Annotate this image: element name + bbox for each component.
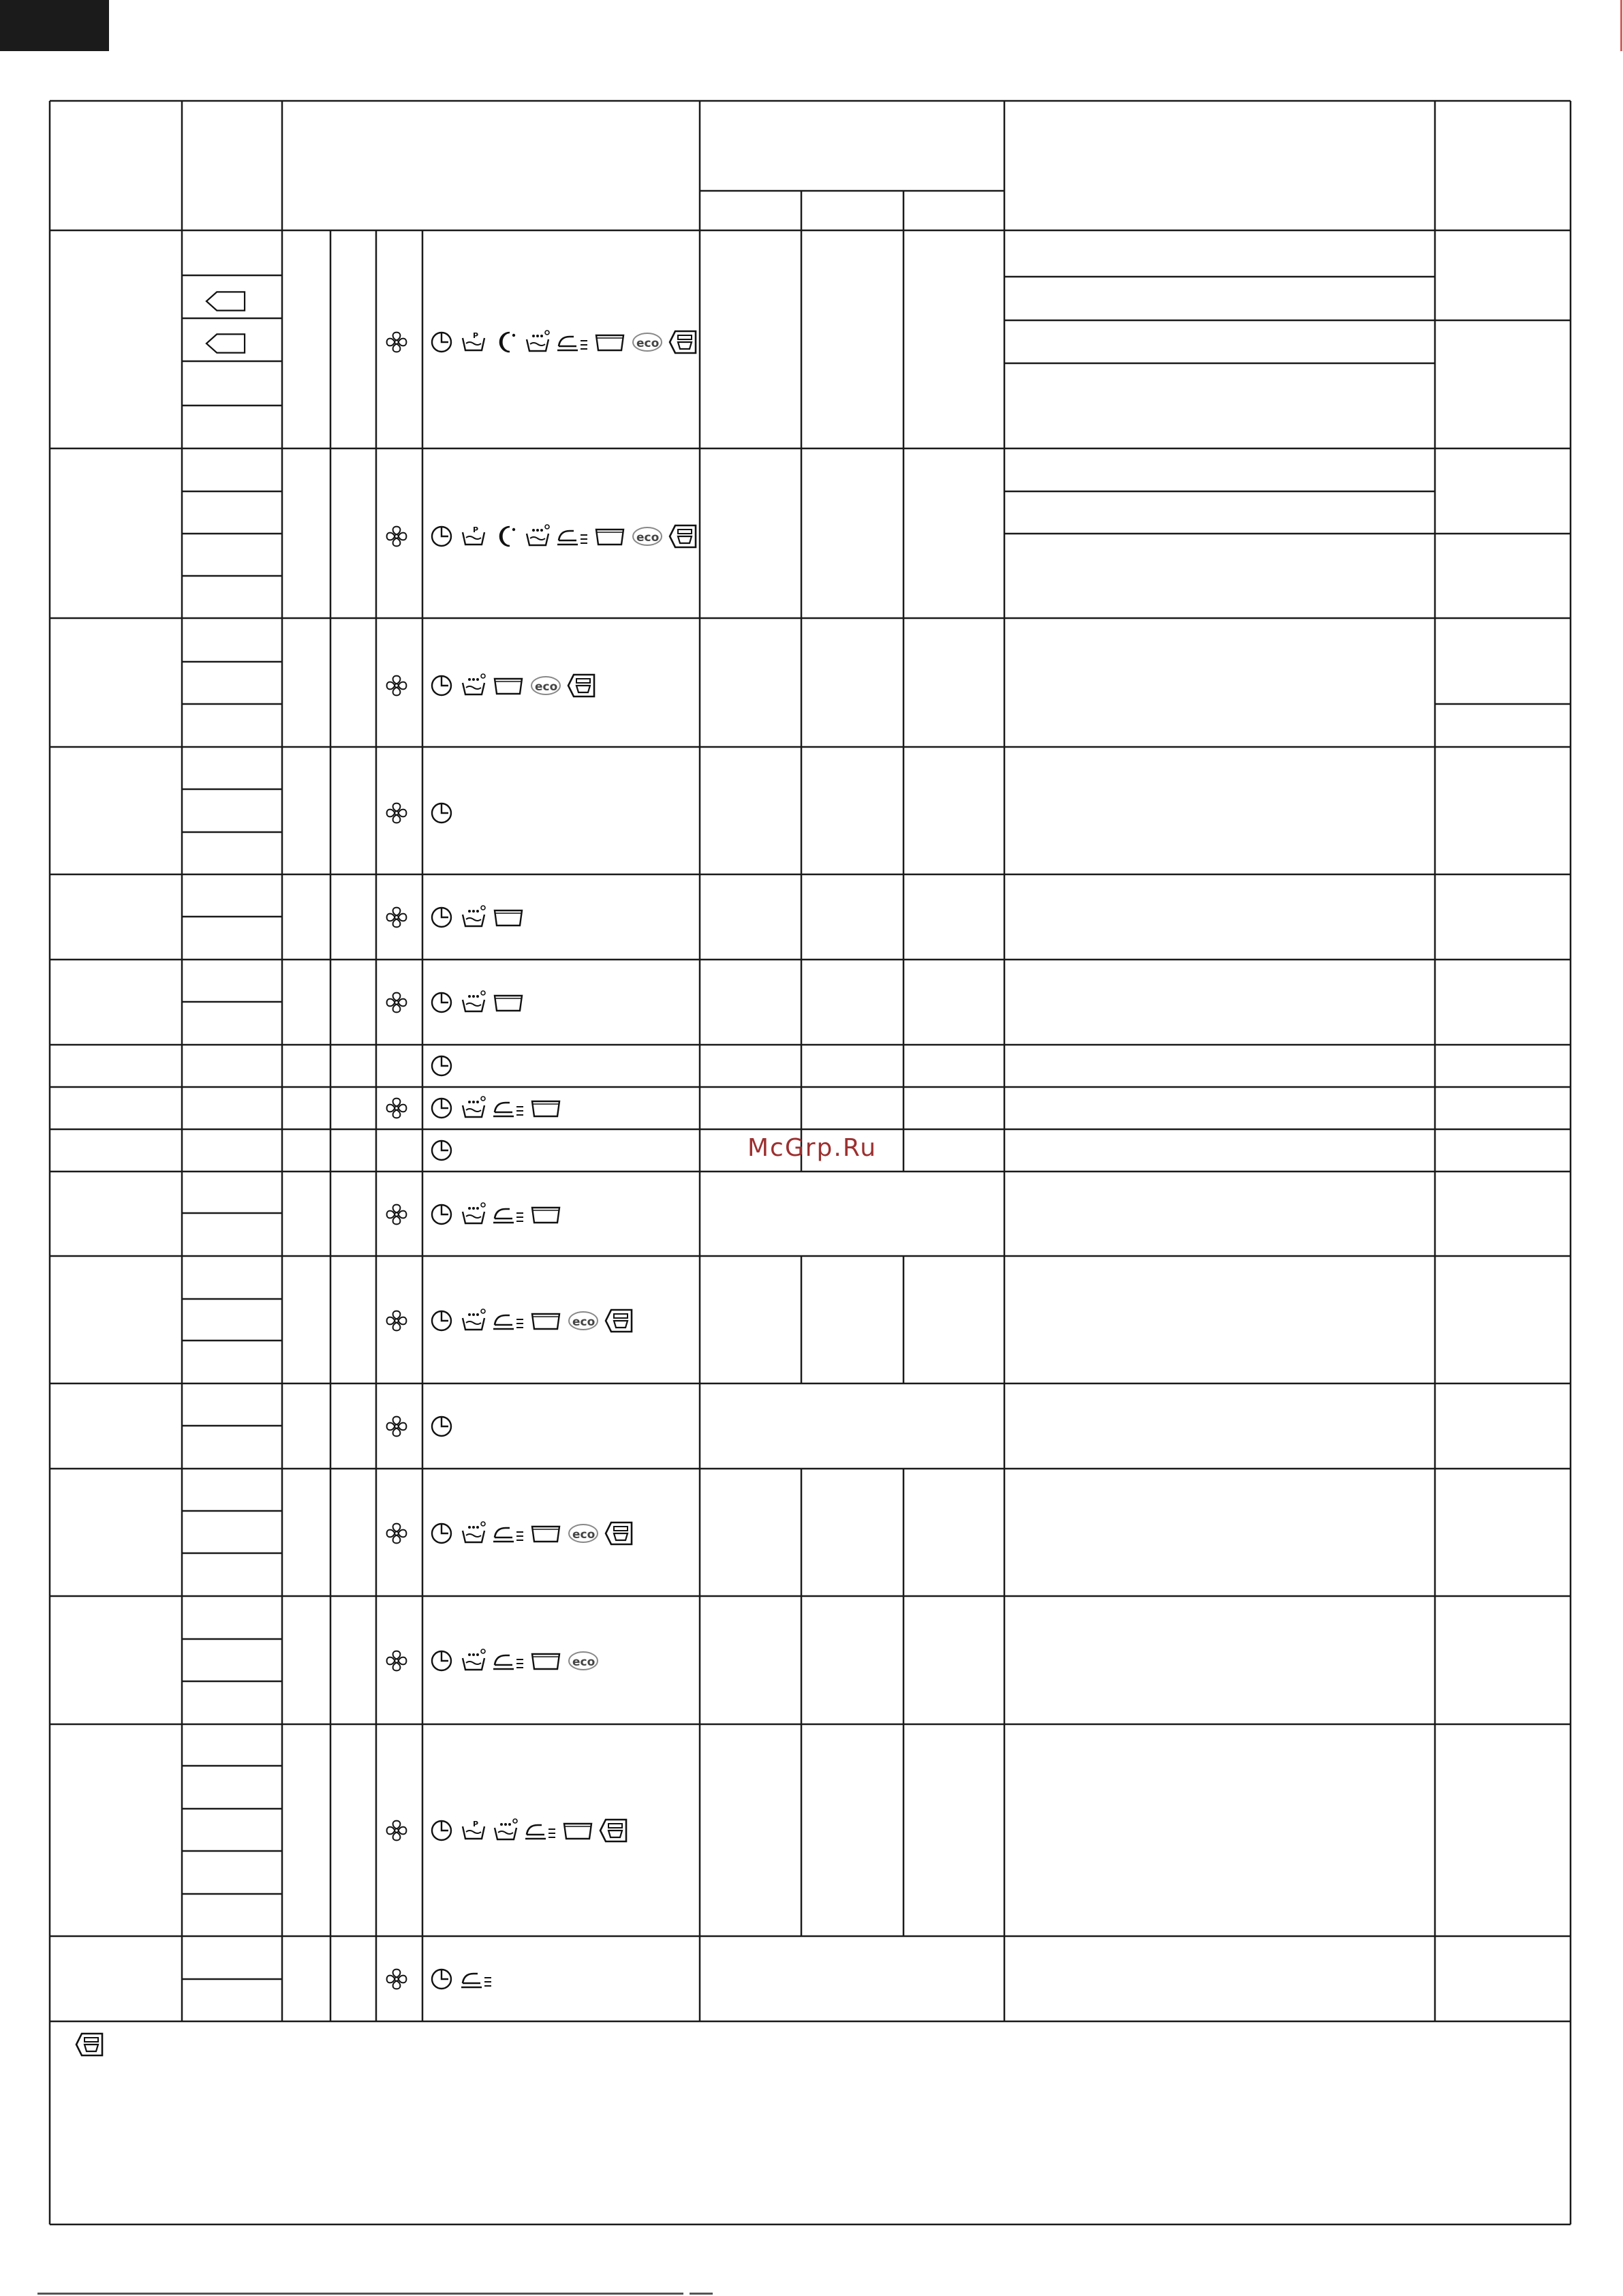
eco-icon bbox=[531, 677, 560, 694]
icons-layer bbox=[76, 292, 696, 2055]
timer-icon bbox=[432, 1141, 451, 1160]
wash-temp-icon bbox=[463, 1203, 485, 1223]
wash-temp-icon bbox=[463, 1309, 485, 1330]
fan-icon bbox=[387, 1099, 407, 1118]
wash-temp-icon bbox=[463, 674, 485, 694]
timer-icon bbox=[432, 1056, 451, 1075]
wash-temp-icon bbox=[463, 1522, 485, 1542]
wash-temp-icon bbox=[463, 1097, 485, 1117]
wash-temp-icon bbox=[527, 525, 549, 545]
wash-temp-icon bbox=[495, 1819, 517, 1839]
fan-icon bbox=[387, 676, 407, 696]
timer-icon bbox=[432, 1099, 451, 1118]
timer-icon bbox=[432, 1205, 451, 1224]
timer-icon bbox=[432, 676, 451, 695]
moon-icon bbox=[500, 333, 515, 352]
tub-icon bbox=[596, 530, 623, 545]
fan-icon bbox=[387, 1821, 407, 1841]
timer-icon bbox=[432, 908, 451, 927]
timer-icon bbox=[432, 1417, 451, 1436]
iron-icon bbox=[557, 337, 587, 350]
timer-icon bbox=[432, 1524, 451, 1543]
timer-icon bbox=[432, 993, 451, 1012]
tub-icon bbox=[532, 1527, 559, 1542]
eco-icon bbox=[569, 1652, 598, 1670]
fan-icon bbox=[387, 1970, 407, 1989]
iron-icon bbox=[525, 1825, 555, 1839]
tub-icon bbox=[564, 1824, 591, 1839]
timer-icon bbox=[432, 527, 451, 546]
anti-crease-icon bbox=[568, 675, 594, 697]
wash-temp-icon bbox=[463, 1649, 485, 1670]
wash-temp-icon bbox=[463, 991, 485, 1011]
timer-icon bbox=[432, 803, 451, 823]
tub-icon bbox=[532, 1654, 559, 1669]
fan-icon bbox=[387, 993, 407, 1013]
wash-temp-icon bbox=[527, 331, 549, 351]
timer-icon bbox=[432, 1651, 451, 1670]
iron-icon bbox=[493, 1103, 523, 1116]
footer-rule bbox=[37, 2293, 683, 2295]
fan-icon bbox=[387, 1651, 407, 1671]
tub-icon bbox=[532, 1101, 559, 1116]
wash-p-icon bbox=[463, 1820, 484, 1839]
timer-icon bbox=[432, 1311, 451, 1330]
eco-icon bbox=[633, 527, 662, 545]
tub-icon bbox=[495, 910, 522, 925]
tub-icon bbox=[532, 1314, 559, 1329]
iron-icon bbox=[493, 1209, 523, 1223]
timer-icon bbox=[432, 1821, 451, 1840]
fan-icon bbox=[387, 1205, 407, 1225]
moon-icon bbox=[500, 527, 515, 546]
timer-icon bbox=[432, 1970, 451, 1989]
fan-icon bbox=[387, 1524, 407, 1544]
tag-icon bbox=[206, 334, 245, 352]
iron-icon bbox=[493, 1528, 523, 1542]
tag-icon bbox=[206, 292, 245, 310]
table-grid-lines bbox=[50, 101, 1571, 2224]
iron-icon bbox=[557, 531, 587, 545]
anti-crease-icon bbox=[670, 331, 696, 353]
eco-icon bbox=[633, 333, 662, 351]
fan-icon bbox=[387, 1311, 407, 1331]
iron-icon bbox=[461, 1974, 491, 1987]
fan-icon bbox=[387, 803, 407, 823]
watermark-text: McGrp.Ru bbox=[747, 1134, 878, 1162]
fan-icon bbox=[387, 1417, 407, 1437]
iron-icon bbox=[493, 1315, 523, 1329]
anti-crease-icon bbox=[606, 1522, 632, 1544]
fan-icon bbox=[387, 333, 407, 352]
tub-icon bbox=[495, 679, 522, 694]
tub-icon bbox=[596, 335, 623, 350]
iron-icon bbox=[493, 1655, 523, 1669]
fan-icon bbox=[387, 908, 407, 928]
anti-crease-icon bbox=[606, 1310, 632, 1332]
eco-icon bbox=[569, 1312, 598, 1330]
anti-crease-icon bbox=[76, 2034, 102, 2055]
timer-icon bbox=[432, 333, 451, 352]
tub-icon bbox=[532, 1208, 559, 1223]
wash-temp-icon bbox=[463, 906, 485, 926]
anti-crease-icon bbox=[600, 1820, 626, 1841]
eco-icon bbox=[569, 1525, 598, 1542]
tub-icon bbox=[495, 996, 522, 1011]
wash-p-icon bbox=[463, 525, 484, 545]
wash-p-icon bbox=[463, 331, 484, 350]
fan-icon bbox=[387, 527, 407, 547]
footer-rule-short bbox=[690, 2293, 713, 2295]
anti-crease-icon bbox=[670, 525, 696, 547]
